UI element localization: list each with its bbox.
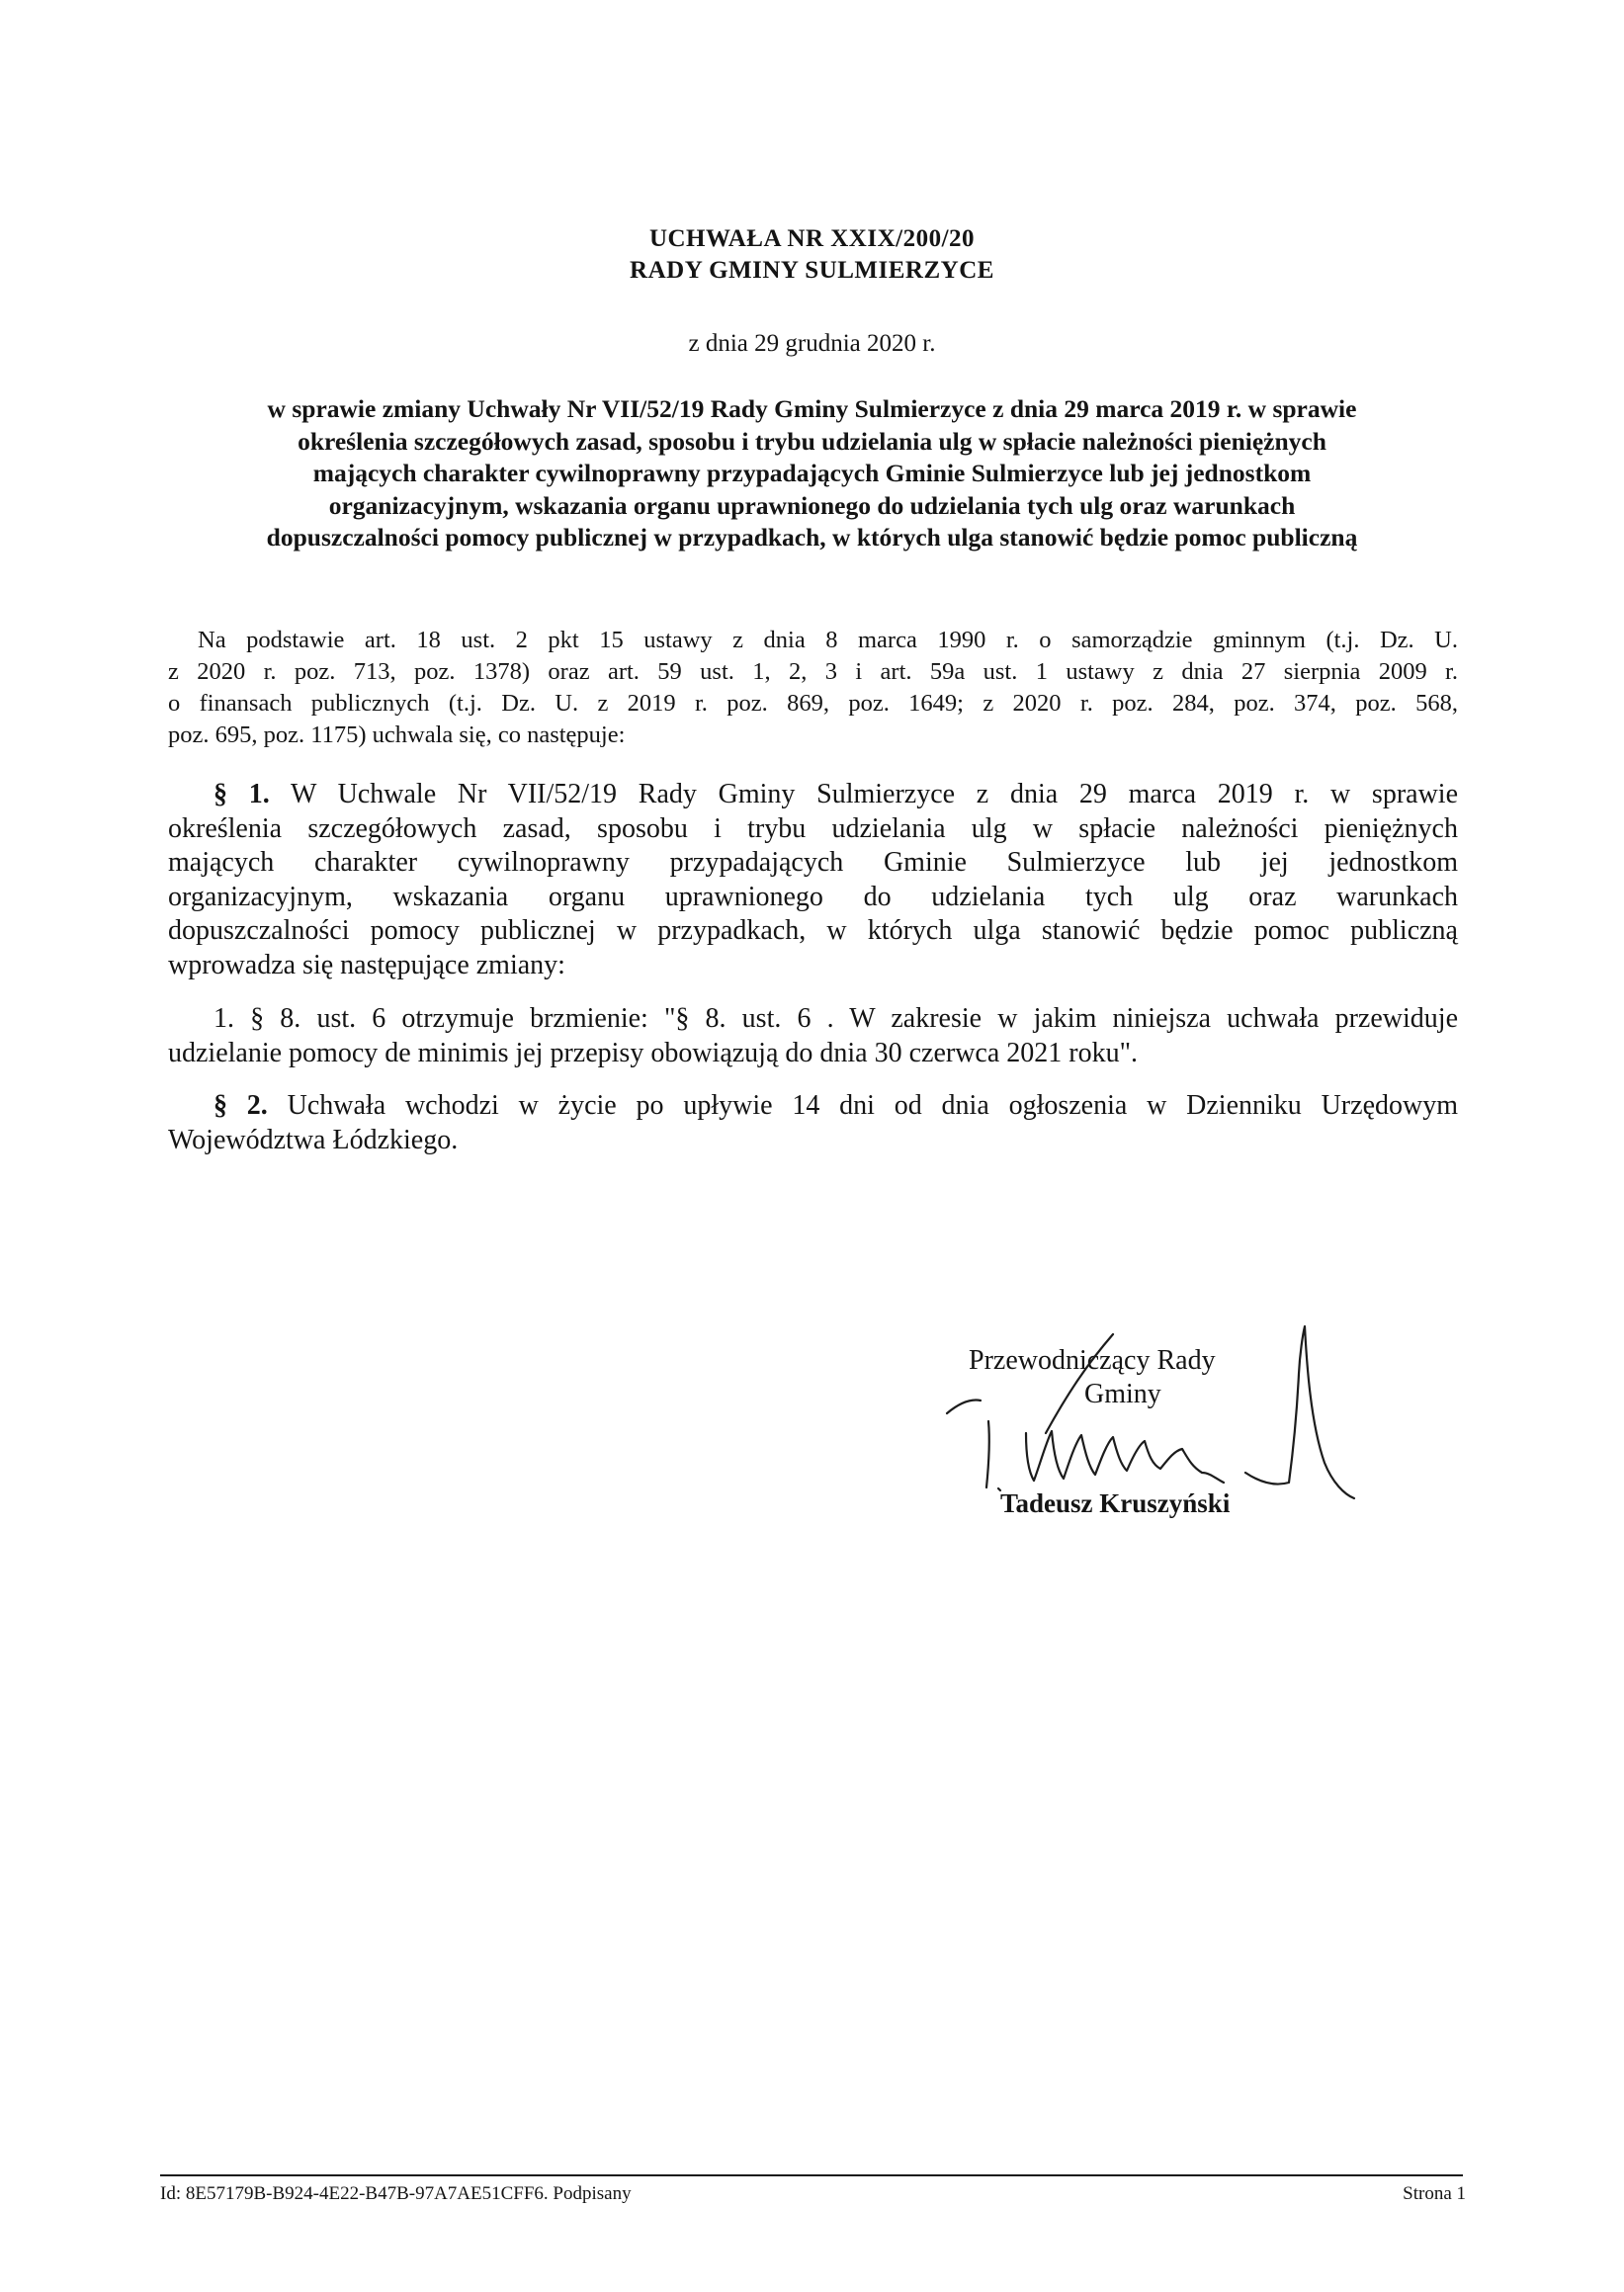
amendment-line: udzielanie pomocy de minimis jej przepisy obowiązują do dnia 30 czerwca 2021 roku". (168, 1037, 1139, 1068)
section-2 (168, 1089, 1458, 1157)
page-number: Strona 1 (1403, 2183, 1466, 2204)
section-1-mark: § 1. (214, 779, 270, 809)
subject-line: organizacyjnym, wskazania organu uprawnionego do udzielania tych ulg oraz warunkach (328, 490, 1296, 520)
legal-basis (168, 625, 1458, 751)
section-1-text: W Uchwale Nr VII/52/19 Rady Gminy Sulmierzyce z dnia 29 marca 2019 r. w sprawie (290, 779, 1458, 809)
section-1-line: określenia szczegółowych zasad, sposobu i trybu udzielania ulg w spłacie należności pieniężnych (168, 812, 1458, 844)
amendment-line: 1. § 8. ust. 6 otrzymuje brzmienie: "§ 8. ust. 6 . W zakresie w jakim niniejsza uchwała przewiduje (214, 1003, 1458, 1034)
section-2-text: Uchwała wchodzi w życie po upływie 14 dni od dnia ogłoszenia w Dzienniku Urzędowym (287, 1090, 1458, 1121)
handwritten-signature (919, 1305, 1473, 1502)
signatory-role-line: Gminy (1084, 1379, 1161, 1409)
subject-line: mających charakter cywilnoprawny przypadających Gminie Sulmierzyce lub jej jednostkom (312, 459, 1312, 487)
section-2-mark: § 2. (214, 1090, 268, 1121)
section-2-line (168, 1089, 1458, 1124)
amendment-item (168, 1002, 1458, 1070)
section-1-line: wprowadza się następujące zmiany: (168, 949, 565, 980)
footer-divider (160, 2174, 1463, 2176)
section-1-line (168, 778, 1458, 812)
signatory-name: Tadeusz Kruszyński (1000, 1488, 1231, 1518)
signatory-role-line: Przewodniczący Rady (969, 1345, 1216, 1376)
section-2-line: Województwa Łódzkiego. (168, 1124, 459, 1155)
section-1 (168, 778, 1458, 982)
council-name: RADY GMINY SULMIERZYCE (630, 257, 994, 284)
resolution-title: UCHWAŁA NR XXIX/200/20 (648, 225, 976, 252)
basis-line: Na podstawie art. 18 ust. 2 pkt 15 ustawy z dnia 8 marca 1990 r. o samorządzie gminnym (t.j. Dz. U. (198, 627, 1458, 653)
subject-line: w sprawie zmiany Uchwały Nr VII/52/19 Rady Gminy Sulmierzyce z dnia 29 marca 2019 r. w sprawie (267, 394, 1357, 423)
section-1-line: mających charakter cywilnoprawny przypadających Gminie Sulmierzyce lub jej jednostkom (168, 847, 1458, 878)
basis-line: o finansach publicznych (t.j. Dz. U. z 2019 r. poz. 869, poz. 1649; z 2020 r. poz. 284, poz. 374, poz. 568, (168, 690, 1458, 717)
document-id: Id: 8E57179B-B924-4E22-B47B-97A7AE51CFF6. Podpisany (160, 2183, 632, 2204)
subject-line: określenia szczegółowych zasad, sposobu i trybu udzielania ulg w spłacie należności pieniężnych (298, 426, 1326, 456)
basis-line: poz. 695, poz. 1175) uchwala się, co następuje: (168, 722, 626, 748)
section-1-line: organizacyjnym, wskazania organu uprawnionego do udzielania tych ulg oraz warunkach (168, 881, 1458, 912)
section-1-line: dopuszczalności pomocy publicznej w przypadkach, w których ulga stanowić będzie pomoc publiczną (168, 915, 1458, 946)
resolution-subject (178, 393, 1446, 554)
resolution-date: z dnia 29 grudnia 2020 r. (688, 330, 936, 357)
subject-line: dopuszczalności pomocy publicznej w przypadkach, w których ulga stanowić będzie pomoc publiczną (266, 523, 1358, 552)
basis-line: z 2020 r. poz. 713, poz. 1378) oraz art. 59 ust. 1, 2, 3 i art. 59a ust. 1 ustawy z dnia 27 sierpnia 2009 r. (168, 658, 1458, 685)
